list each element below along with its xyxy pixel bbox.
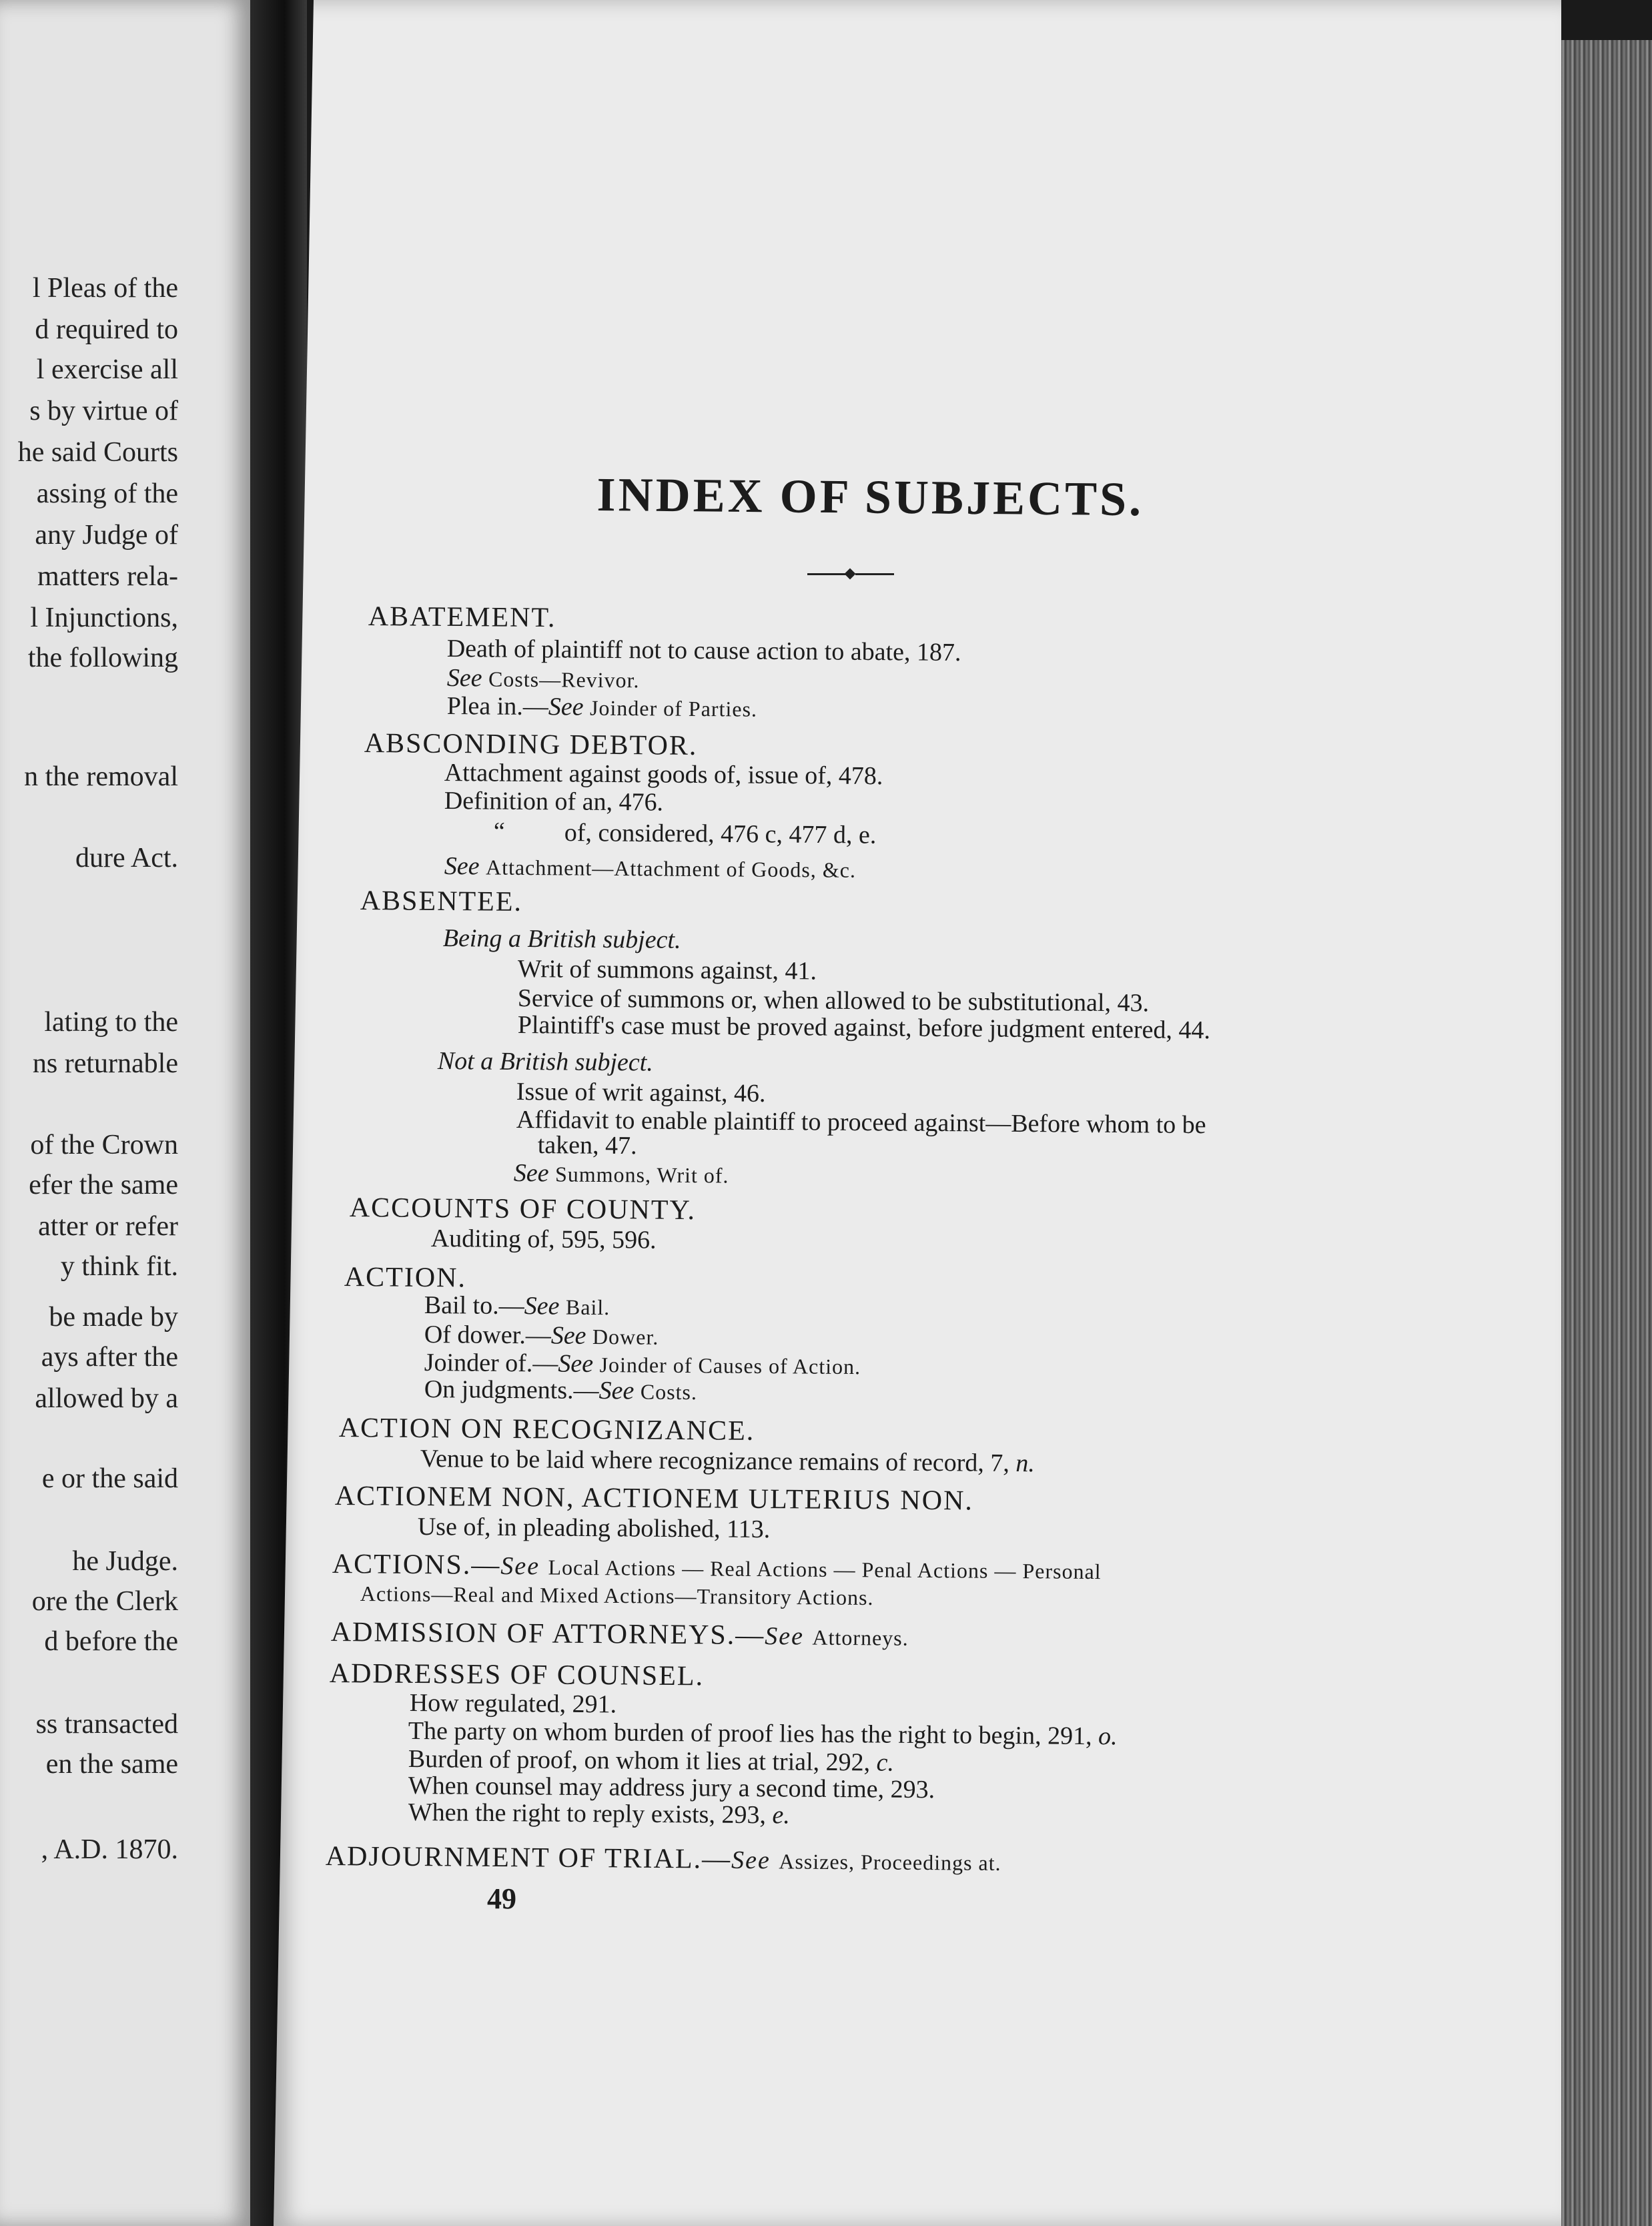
left-line: l Injunctions, <box>30 603 178 633</box>
entry-line: Service of summons or, when allowed to be substitutional, 43. <box>517 984 1150 1018</box>
left-line: atter or refer <box>38 1211 178 1242</box>
entry-line <box>424 1375 697 1406</box>
left-line: dure Act. <box>75 843 178 873</box>
title-ornament <box>807 569 894 579</box>
see-label: See <box>524 1292 560 1321</box>
page-title: INDEX OF SUBJECTS. <box>596 467 1144 526</box>
entry-line: of, considered, 476 c, 477 d, e. <box>564 819 877 849</box>
left-line: ns returnable <box>32 1048 178 1079</box>
see-label: See <box>548 693 584 721</box>
cross-reference: Joinder of Causes of Action. <box>599 1353 861 1379</box>
entry-heading <box>331 1616 909 1653</box>
entry-heading <box>326 1840 1001 1878</box>
left-facing-page <box>0 0 250 2226</box>
see-label: See <box>500 1551 540 1581</box>
left-line: lating to the <box>44 1007 178 1038</box>
cross-reference: Actions—Real and Mixed Actions—Transitory Actions. <box>360 1581 874 1610</box>
see-label: See <box>765 1622 805 1651</box>
entry-heading: ABSCONDING DEBTOR. <box>364 728 698 761</box>
entry-line: Issue of writ against, 46. <box>516 1078 766 1108</box>
see-label: See <box>513 1159 549 1188</box>
cross-reference: Local Actions — Real Actions — Penal Actions — Personal <box>548 1555 1102 1584</box>
entry-subheading: Being a British subject. <box>442 924 681 954</box>
entry-prefix: Of dower.— <box>424 1321 551 1350</box>
entry-heading: ACTION ON RECOGNIZANCE. <box>338 1413 755 1447</box>
ornament-rule-left <box>807 573 846 575</box>
note-letter: o. <box>1098 1722 1118 1751</box>
left-line: allowed by a <box>35 1383 178 1414</box>
left-line: s by virtue of <box>29 396 178 426</box>
cross-reference: Costs. <box>640 1379 698 1405</box>
entry-line <box>424 1320 659 1351</box>
entry-line: Use of, in pleading abolished, 113. <box>417 1513 771 1544</box>
entry-line: taken, 47. <box>537 1131 637 1160</box>
left-line: any Judge of <box>35 520 178 550</box>
entry-prefix: Plea in.— <box>446 692 548 721</box>
entry-line: Writ of summons against, 41. <box>517 955 817 986</box>
entry-line: How regulated, 291. <box>409 1689 617 1719</box>
entry-line: Affidavit to enable plaintiff to proceed against—Before whom to be <box>516 1106 1206 1140</box>
left-line: e or the said <box>41 1463 178 1494</box>
page-edge-stack <box>1561 40 1652 2226</box>
heading-text: ACTIONS.— <box>332 1549 501 1581</box>
entry-text: The party on whom burden of proof lies has the right to begin, 291, <box>408 1717 1092 1751</box>
note-letter: e. <box>772 1801 790 1830</box>
entry-line: When counsel may address jury a second time, 293. <box>408 1772 935 1804</box>
entry-line <box>444 851 856 884</box>
cross-reference: Attachment—Attachment of Goods, &c. <box>485 855 857 882</box>
heading-text: ADMISSION OF ATTORNEYS.— <box>330 1617 765 1651</box>
entry-line: Plaintiff's case must be proved against, before judgment entered, 44. <box>517 1011 1211 1045</box>
left-line: matters rela- <box>37 561 178 592</box>
entry-line <box>424 1290 610 1321</box>
entry-text: Venue to be laid where recognizance remains of record, 7, <box>420 1445 1010 1477</box>
entry-heading: ACCOUNTS OF COUNTY. <box>349 1192 697 1226</box>
entry-heading <box>332 1548 1102 1586</box>
left-line: assing of the <box>36 478 178 509</box>
entry-subheading: Not a British subject. <box>437 1047 653 1077</box>
entry-heading: ABSENTEE. <box>360 885 523 917</box>
entry-line <box>408 1798 790 1830</box>
left-line: y think fit. <box>60 1251 178 1282</box>
entry-heading: ABATEMENT. <box>368 601 556 634</box>
see-label: See <box>558 1349 594 1378</box>
ornament-rule-right <box>855 573 894 575</box>
page-number: 49 <box>487 1882 516 1915</box>
left-line: be made by <box>49 1302 178 1333</box>
left-line: ays after the <box>41 1342 178 1373</box>
left-line: ore the Clerk <box>31 1586 178 1617</box>
entry-line <box>447 663 640 694</box>
see-label: See <box>550 1321 586 1350</box>
cross-reference: Attorneys. <box>812 1625 909 1650</box>
entry-heading: ACTIONEM NON, ACTIONEM ULTERIUS NON. <box>334 1481 974 1517</box>
left-line: the following <box>27 643 178 673</box>
left-line: n the removal <box>24 761 178 792</box>
see-label: See <box>598 1377 635 1405</box>
cross-reference: Costs—Revivor. <box>488 667 640 693</box>
left-line: , A.D. 1870. <box>41 1834 178 1865</box>
entry-line <box>420 1444 1035 1478</box>
see-label: See <box>444 852 480 881</box>
diamond-icon <box>845 569 856 580</box>
left-line: efer the same <box>29 1170 178 1200</box>
entry-line: Death of plaintiff not to cause action to abate, 187. <box>446 634 961 667</box>
cross-reference: Joinder of Parties. <box>589 695 758 721</box>
left-line: he Judge. <box>72 1546 178 1577</box>
see-label: See <box>446 663 482 693</box>
left-line: d before the <box>44 1626 178 1657</box>
entry-line <box>514 1158 729 1190</box>
entry-heading: ADDRESSES OF COUNSEL. <box>329 1658 705 1692</box>
entry-text: Burden of proof, on whom it lies at trial, 292, <box>408 1745 871 1777</box>
entry-text: When the right to reply exists, 293, <box>408 1798 767 1830</box>
entry-line <box>447 691 758 723</box>
note-letter: n. <box>1015 1449 1036 1478</box>
note-letter: c. <box>876 1748 895 1777</box>
left-line: d required to <box>35 314 178 345</box>
left-line: ss transacted <box>35 1709 178 1740</box>
entry-line: Auditing of, 595, 596. <box>430 1224 657 1254</box>
entry-line: Attachment against goods of, issue of, 478. <box>444 759 883 791</box>
entry-prefix: Joinder of.— <box>424 1349 558 1378</box>
entry-prefix: On judgments.— <box>424 1375 599 1405</box>
entry-line: Definition of an, 476. <box>444 787 664 817</box>
left-line: en the same <box>45 1749 178 1780</box>
cross-reference: Assizes, Proceedings at. <box>779 1849 1001 1875</box>
heading-text: ADJOURNMENT OF TRIAL.— <box>325 1841 732 1875</box>
entry-heading: ACTION. <box>344 1262 467 1294</box>
left-line: l Pleas of the <box>32 273 178 304</box>
left-line: l exercise all <box>36 354 178 385</box>
cross-reference: Summons, Writ of. <box>554 1162 729 1188</box>
page-edge-shadow <box>1561 0 1652 40</box>
left-line: he said Courts <box>17 437 178 468</box>
cross-reference: Bail. <box>565 1294 610 1320</box>
ditto-mark: “ <box>493 817 505 846</box>
cross-reference: Dower. <box>592 1324 659 1349</box>
left-line: of the Crown <box>30 1130 178 1160</box>
entry-prefix: Bail to.— <box>424 1291 524 1321</box>
see-label: See <box>731 1846 771 1875</box>
